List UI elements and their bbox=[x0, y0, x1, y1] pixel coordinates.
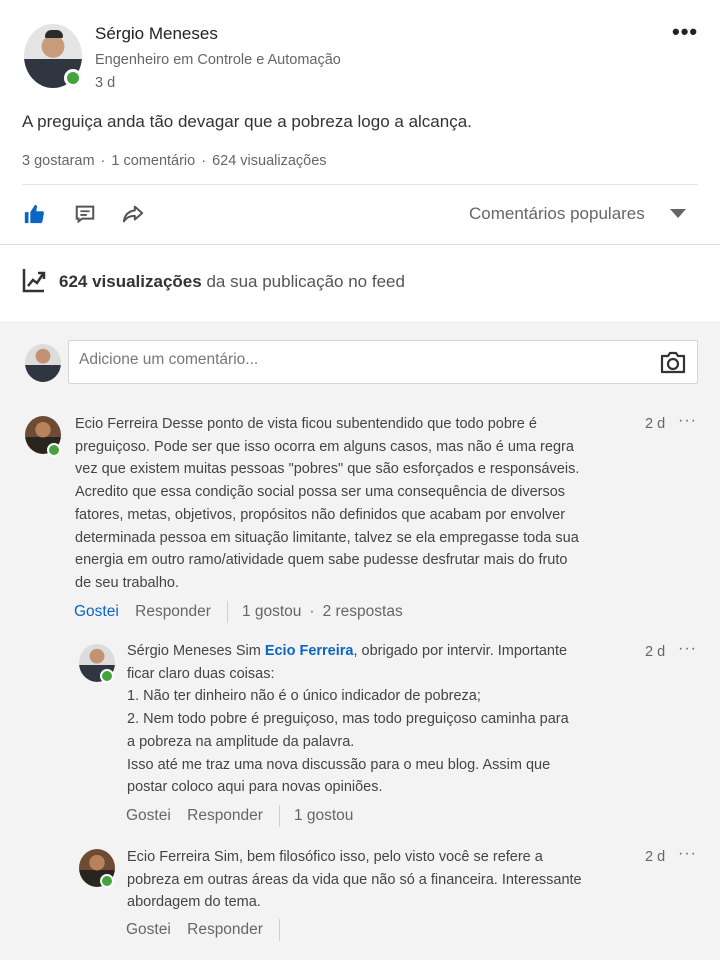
reply-time: 2 d bbox=[645, 644, 666, 660]
more-icon[interactable]: ··· bbox=[678, 412, 697, 429]
views-suffix: da sua publicação no feed bbox=[201, 272, 405, 291]
reply-text: Sim, bem filosófico isso, pelo visto você se refere a bbox=[214, 849, 543, 865]
comment-actions bbox=[74, 601, 403, 623]
views-text[interactable] bbox=[59, 272, 405, 292]
reply-button[interactable]: Responder bbox=[187, 921, 263, 939]
mention-link[interactable]: Ecio Ferreira bbox=[264, 643, 354, 659]
comment-line: vez que existem muitas pessoas "pobres" que são esforçados e responsáveis. bbox=[75, 461, 580, 478]
reply-line: 2. Nem todo pobre é preguiçoso, mas todo preguiçoso caminha para bbox=[127, 711, 569, 728]
more-icon[interactable]: ··· bbox=[678, 845, 697, 862]
commenter-name[interactable]: Sérgio Meneses bbox=[127, 643, 232, 659]
reply-text: , obrigado por intervir. Importante bbox=[353, 643, 568, 659]
stats-separator: · bbox=[100, 153, 106, 169]
divider bbox=[279, 919, 280, 941]
presence-icon bbox=[47, 443, 61, 457]
post-header bbox=[0, 0, 720, 245]
commenter-name[interactable]: Ecio Ferreira bbox=[75, 416, 158, 432]
like-button[interactable]: Gostei bbox=[74, 603, 119, 621]
current-user-avatar bbox=[25, 344, 61, 382]
presence-icon bbox=[64, 69, 82, 87]
comment-line: determinada pessoa em situação limitante, talvez se ela empregasse toda sua bbox=[75, 529, 579, 546]
comment-body bbox=[75, 413, 635, 595]
post-stats bbox=[22, 153, 327, 169]
caret-down-icon[interactable] bbox=[670, 209, 686, 218]
commenter-name[interactable]: Ecio Ferreira bbox=[127, 849, 210, 865]
reply-time: 2 d bbox=[645, 849, 666, 865]
camera-icon[interactable] bbox=[659, 349, 687, 375]
author-name[interactable]: Sérgio Meneses bbox=[95, 24, 218, 43]
views-total: 624 visualizações bbox=[59, 272, 202, 291]
comment-line: Desse ponto de vista ficou subentendido que todo pobre é bbox=[162, 416, 537, 432]
reply-actions bbox=[126, 805, 353, 827]
reply-likes-count[interactable]: 1 gostou bbox=[293, 807, 354, 825]
comment-line: Acredito que essa condição social possa ser uma consequência de diversos bbox=[75, 484, 566, 501]
more-icon[interactable]: ••• bbox=[672, 19, 699, 44]
reply-actions bbox=[126, 919, 294, 941]
replies-count[interactable]: 2 respostas bbox=[322, 603, 403, 621]
presence-icon bbox=[100, 669, 114, 683]
comment-line: fatores, metas, objetivos, propósitos não definidos que acabam por envolver bbox=[75, 506, 566, 523]
stats-separator: · bbox=[309, 603, 315, 621]
comment-time: 2 d bbox=[645, 416, 666, 432]
presence-icon bbox=[100, 874, 114, 888]
divider bbox=[279, 805, 280, 827]
comments-count[interactable]: 1 comentário bbox=[111, 153, 196, 169]
comment-line: de seu trabalho. bbox=[75, 574, 179, 591]
comment-likes-count[interactable]: 1 gostou bbox=[241, 603, 302, 621]
like-button[interactable]: Gostei bbox=[126, 921, 171, 939]
reply-text: Sim bbox=[235, 643, 265, 659]
reply-line: a pobreza na amplitude da palavra. bbox=[127, 733, 355, 750]
reply-line: pobreza em outras áreas da vida que não só a financeira. Interessante bbox=[127, 871, 582, 888]
trending-icon bbox=[22, 267, 46, 293]
views-count[interactable]: 624 visualizações bbox=[212, 153, 327, 169]
reply-line: abordagem do tema. bbox=[127, 894, 261, 911]
comment-line: energia em outro ramo/atividade quem sabe pudesse desfrutar mais do fruto bbox=[75, 552, 568, 569]
like-button[interactable]: Gostei bbox=[126, 807, 171, 825]
reply-body bbox=[127, 640, 637, 799]
reply-body bbox=[127, 846, 637, 914]
reply-line: 1. Não ter dinheiro não é o único indicador de pobreza; bbox=[127, 688, 481, 705]
comment-icon[interactable] bbox=[74, 203, 96, 225]
divider bbox=[22, 184, 698, 185]
author-headline: Engenheiro em Controle e Automação bbox=[95, 52, 341, 68]
divider bbox=[227, 601, 228, 623]
reply-line: postar coloco aqui para novas opiniões. bbox=[127, 779, 383, 796]
stats-separator: · bbox=[201, 153, 207, 169]
post-text: A preguiça anda tão devagar que a pobreza logo a alcança. bbox=[22, 112, 472, 131]
reply-button[interactable]: Responder bbox=[135, 603, 211, 621]
reply-line: ficar claro duas coisas: bbox=[127, 665, 275, 682]
more-icon[interactable]: ··· bbox=[678, 640, 697, 657]
reply-line: Isso até me traz uma nova discussão para o meu blog. Assim que bbox=[127, 756, 551, 773]
reply-button[interactable]: Responder bbox=[187, 807, 263, 825]
comment-line: preguiçoso. Pode ser que isso ocorra em alguns casos, mas não é uma regra bbox=[75, 438, 574, 455]
post-time: 3 d bbox=[95, 75, 116, 91]
sort-selector[interactable]: Comentários populares bbox=[469, 204, 645, 223]
share-icon[interactable] bbox=[122, 203, 144, 225]
like-icon[interactable] bbox=[23, 203, 45, 225]
comment-input[interactable] bbox=[79, 351, 639, 369]
likes-count[interactable]: 3 gostaram bbox=[22, 153, 95, 169]
comment-box[interactable] bbox=[68, 340, 698, 384]
